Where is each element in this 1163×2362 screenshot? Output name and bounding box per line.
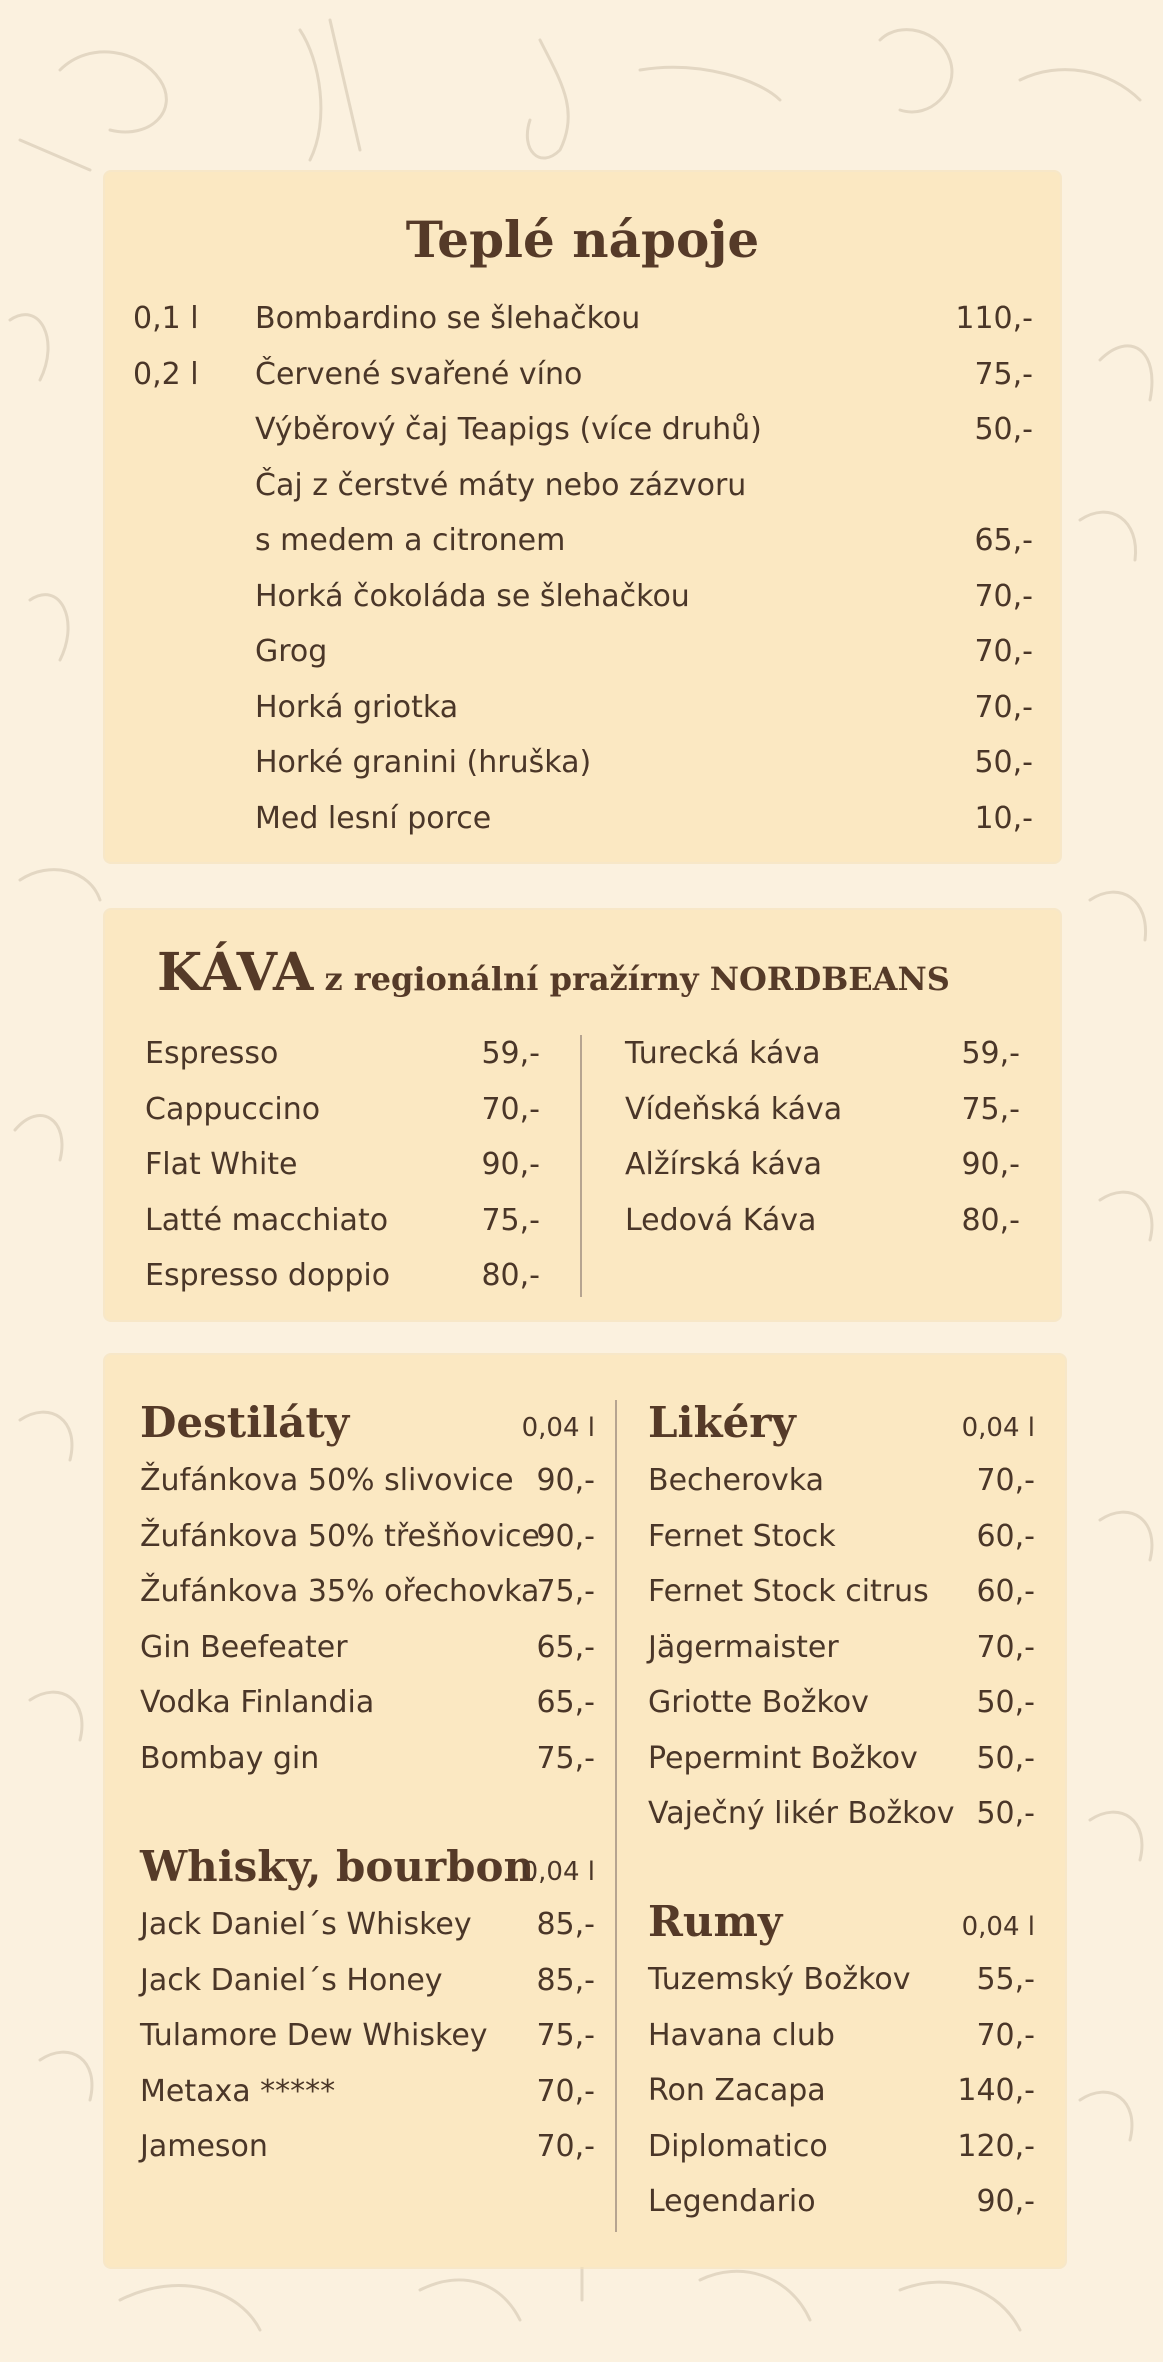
menu-item <box>133 744 1033 782</box>
menu-item <box>133 578 1033 616</box>
item-price: 75,- <box>536 1740 595 1776</box>
whisky-heading: Whisky, bourbon <box>140 1842 534 1891</box>
item-name: Výběrový čaj Teapigs (více druhů) <box>255 412 762 447</box>
item-price: 65,- <box>974 523 1033 558</box>
menu-item <box>145 1091 540 1129</box>
item-volume: 0,2 l <box>133 356 199 392</box>
item-name: Turecká káva <box>625 1036 821 1071</box>
item-name: Bombardino se šlehačkou <box>255 301 641 336</box>
item-name: Pepermint Božkov <box>648 1740 918 1776</box>
menu-item <box>648 1795 1035 1833</box>
hot-drinks-panel <box>105 172 1060 862</box>
item-name: Horká čokoláda se šlehačkou <box>255 578 690 614</box>
item-price: 90,- <box>481 1147 540 1182</box>
item-price: 50,- <box>974 412 1033 447</box>
item-volume: 0,1 l <box>133 301 199 336</box>
item-name: Becherovka <box>648 1463 825 1498</box>
menu-item <box>648 2128 1035 2166</box>
item-price: 60,- <box>976 1518 1035 1554</box>
item-name: Tuzemský Božkov <box>648 1962 911 1997</box>
item-name: Cappuccino <box>145 1091 321 1127</box>
item-name: Latté macchiato <box>145 1202 389 1238</box>
menu-item <box>140 2128 595 2166</box>
item-price: 85,- <box>536 1962 595 1998</box>
item-price: 55,- <box>976 1962 1035 1997</box>
menu-item <box>648 1573 1035 1611</box>
menu-item <box>133 800 1033 838</box>
item-name: Vaječný likér Božkov <box>648 1796 955 1831</box>
menu-item <box>133 356 1033 394</box>
item-price: 85,- <box>536 1907 595 1942</box>
item-price: 90,- <box>536 1463 595 1498</box>
menu-item <box>648 2072 1035 2110</box>
spirits-measure: 0,04 l <box>521 1413 595 1443</box>
item-price: 50,- <box>976 1740 1035 1776</box>
item-price: 65,- <box>536 1629 595 1665</box>
item-price: 65,- <box>536 1685 595 1720</box>
item-price: 70,- <box>976 1629 1035 1665</box>
menu-item <box>648 1518 1035 1556</box>
item-name: Ledová Káva <box>625 1202 817 1238</box>
menu-item <box>133 467 1033 505</box>
item-name: Jack Daniel´s Honey <box>140 1962 443 1998</box>
item-price: 60,- <box>976 1574 1035 1609</box>
item-name: s medem a citronem <box>255 523 566 558</box>
liqueurs-heading: Likéry <box>648 1398 796 1447</box>
item-name: Vodka Finlandia <box>140 1685 375 1720</box>
coffee-panel <box>105 910 1060 1320</box>
item-name: Žufánkova 50% třešňovice <box>140 1518 541 1554</box>
item-price: 75,- <box>481 1202 540 1238</box>
item-name: Espresso <box>145 1036 279 1071</box>
item-price: 50,- <box>976 1796 1035 1831</box>
item-price: 70,- <box>974 578 1033 614</box>
item-name: Vídeňská káva <box>625 1091 843 1127</box>
item-name: Flat White <box>145 1147 298 1182</box>
item-price: 75,- <box>536 2018 595 2053</box>
menu-item <box>648 1961 1035 1999</box>
menu-item <box>133 522 1033 560</box>
item-price: 90,- <box>976 2184 1035 2219</box>
hot-drinks-title: Teplé nápoje <box>405 210 760 269</box>
menu-item <box>648 2183 1035 2221</box>
spirits-heading: Destiláty <box>140 1398 350 1447</box>
item-price: 110,- <box>955 301 1033 336</box>
item-name: Metaxa ***** <box>140 2073 336 2109</box>
item-price: 59,- <box>961 1036 1020 1071</box>
menu-item <box>140 1573 595 1611</box>
item-price: 59,- <box>481 1036 540 1071</box>
menu-item <box>145 1202 540 1240</box>
item-price: 70,- <box>974 634 1033 669</box>
menu-item <box>145 1257 540 1295</box>
item-price: 120,- <box>957 2128 1035 2164</box>
menu-item <box>140 1740 595 1778</box>
coffee-divider <box>580 1035 582 1297</box>
item-price: 140,- <box>957 2073 1035 2108</box>
item-price: 75,- <box>974 356 1033 392</box>
item-name: Griotte Božkov <box>648 1685 869 1720</box>
menu-item <box>140 1629 595 1667</box>
rums-heading: Rumy <box>648 1897 783 1946</box>
item-price: 70,- <box>974 689 1033 725</box>
menu-item <box>145 1146 540 1184</box>
menu-item <box>648 1684 1035 1722</box>
item-name: Horká griotka <box>255 689 459 725</box>
menu-item <box>648 2017 1035 2055</box>
liqueurs-measure: 0,04 l <box>961 1413 1035 1443</box>
item-price: 70,- <box>536 2073 595 2109</box>
item-name: Grog <box>255 634 328 669</box>
item-name: Gin Beefeater <box>140 1629 348 1665</box>
item-price: 50,- <box>974 745 1033 780</box>
menu-item <box>140 1518 595 1556</box>
menu-item <box>140 1462 595 1500</box>
item-name: Bombay gin <box>140 1740 320 1776</box>
coffee-title <box>157 942 950 1003</box>
item-price: 90,- <box>536 1518 595 1554</box>
menu-item <box>648 1462 1035 1500</box>
menu-item <box>140 2073 595 2111</box>
menu-item <box>140 2017 595 2055</box>
menu-item <box>140 1962 595 2000</box>
item-price: 80,- <box>961 1202 1020 1238</box>
coffee-title-sub: z regionální pražírny NORDBEANS <box>313 960 950 998</box>
item-name: Jack Daniel´s Whiskey <box>140 1907 472 1942</box>
menu-item <box>145 1035 540 1073</box>
menu-item <box>140 1684 595 1722</box>
coffee-title-main: KÁVA <box>157 942 314 1003</box>
menu-item <box>648 1629 1035 1667</box>
item-name: Fernet Stock <box>648 1518 836 1554</box>
item-name: Červené svařené víno <box>255 356 583 392</box>
item-name: Espresso doppio <box>145 1258 391 1293</box>
item-price: 70,- <box>536 2129 595 2164</box>
item-price: 90,- <box>961 1147 1020 1182</box>
menu-item <box>133 689 1033 727</box>
menu-item <box>625 1035 1020 1073</box>
menu-item <box>625 1146 1020 1184</box>
item-name: Med lesní porce <box>255 800 492 836</box>
item-price: 75,- <box>536 1574 595 1609</box>
menu-item <box>133 300 1033 338</box>
whisky-measure: 0,04 l <box>521 1857 595 1887</box>
spirits-divider <box>615 1400 617 2232</box>
item-name: Tulamore Dew Whiskey <box>140 2018 488 2053</box>
item-price: 80,- <box>481 1258 540 1293</box>
spirits-panel <box>105 1355 1065 2267</box>
item-price: 70,- <box>976 1463 1035 1498</box>
item-price: 10,- <box>974 800 1033 836</box>
item-name: Jameson <box>140 2129 268 2164</box>
item-name: Ron Zacapa <box>648 2073 826 2108</box>
item-price: 70,- <box>481 1091 540 1127</box>
menu-item <box>625 1091 1020 1129</box>
menu-item <box>648 1740 1035 1778</box>
item-name: Čaj z čerstvé máty nebo zázvoru <box>255 467 747 503</box>
item-name: Alžírská káva <box>625 1147 823 1182</box>
item-name: Horké granini (hruška) <box>255 745 592 780</box>
item-name: Havana club <box>648 2017 835 2053</box>
item-name: Diplomatico <box>648 2128 828 2164</box>
item-name: Jägermaister <box>648 1629 839 1665</box>
menu-item <box>133 411 1033 449</box>
menu-item <box>625 1202 1020 1240</box>
menu-item <box>133 633 1033 671</box>
item-name: Žufánkova 50% slivovice <box>140 1463 514 1498</box>
rums-measure: 0,04 l <box>961 1912 1035 1942</box>
item-name: Žufánkova 35% ořechovka <box>140 1574 540 1609</box>
item-price: 75,- <box>961 1091 1020 1127</box>
item-name: Fernet Stock citrus <box>648 1574 929 1609</box>
item-price: 70,- <box>976 2017 1035 2053</box>
item-price: 50,- <box>976 1685 1035 1720</box>
item-name: Legendario <box>648 2184 816 2219</box>
menu-item <box>140 1906 595 1944</box>
